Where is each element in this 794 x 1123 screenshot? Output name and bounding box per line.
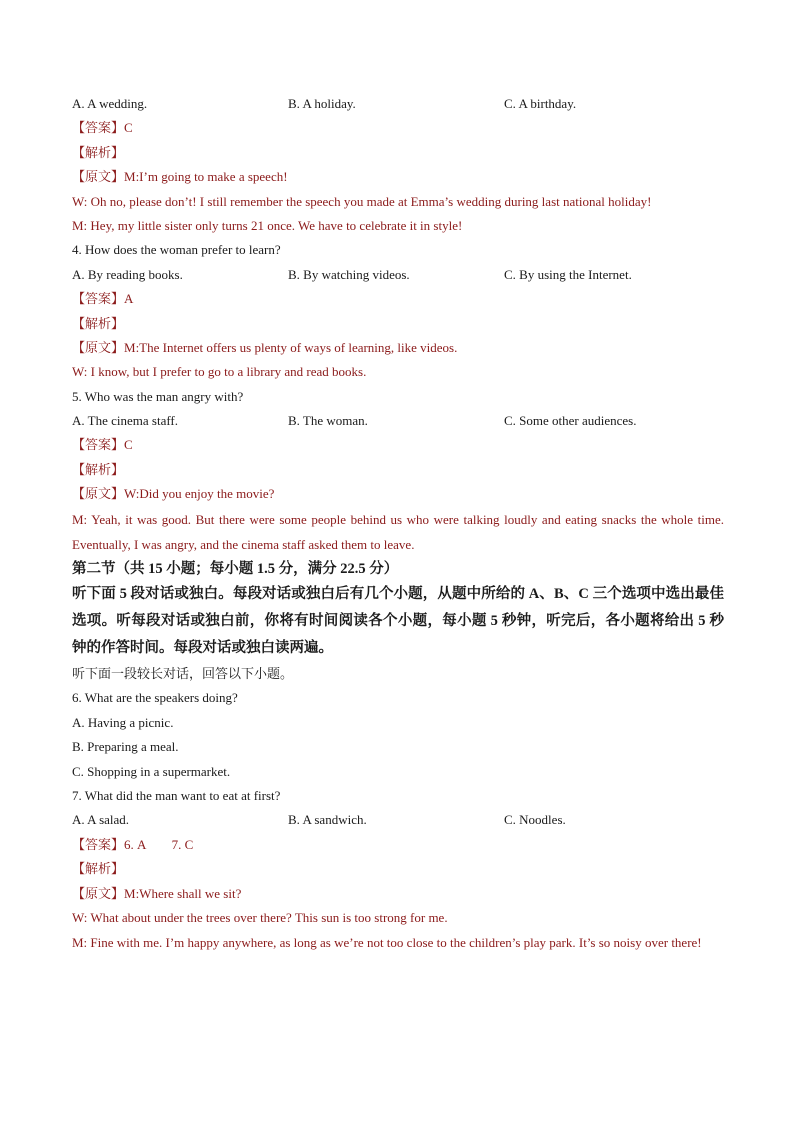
q3-script-line-1	[72, 165, 724, 189]
answer-value: 6. A 7. C	[124, 836, 194, 852]
q67-script-line-1	[72, 882, 724, 906]
script-text: M:Where shall we sit?	[124, 885, 242, 901]
answer-label: 【答案】	[72, 120, 125, 136]
q5-question: 5. Who was the man angry with?	[72, 388, 244, 404]
script-text: M:I’m going to make a speech!	[124, 169, 288, 185]
q4-option-b: B. By watching videos.	[288, 266, 410, 282]
q67-script-line-2: W: What about under the trees over there? This sun is too strong for me.	[72, 909, 448, 925]
q7-question: 7. What did the man want to eat at first?	[72, 787, 281, 803]
q67-answer	[72, 833, 724, 857]
q7-options	[72, 808, 724, 832]
q4-option-a: A. By reading books.	[72, 266, 183, 282]
q3-option-b: B. A holiday.	[288, 96, 356, 111]
script-text: M:The Internet offers us plenty of ways of learning, like videos.	[124, 339, 458, 355]
answer-label: 【答案】	[72, 437, 125, 453]
q3-option-a: A. A wedding.	[72, 96, 148, 111]
q5-analysis-label: 【解析】	[72, 461, 125, 477]
q4-options	[72, 263, 724, 287]
q3-analysis-label: 【解析】	[72, 144, 125, 160]
q6-question: 6. What are the speakers doing?	[72, 690, 238, 706]
script-label: 【原文】	[72, 339, 125, 355]
q67-analysis-label: 【解析】	[72, 861, 125, 877]
script-label: 【原文】	[72, 169, 125, 185]
script-label: 【原文】	[72, 885, 125, 901]
q6-option-b: B. Preparing a meal.	[72, 739, 179, 755]
q4-analysis-label: 【解析】	[72, 315, 125, 331]
q4-option-c: C. By using the Internet.	[504, 266, 632, 282]
answer-value: A	[124, 291, 134, 307]
q3-script-line-3: M: Hey, my little sister only turns 21 once. We have to celebrate it in style!	[72, 217, 463, 233]
q7-option-b: B. A sandwich.	[288, 812, 367, 828]
script-label: 【原文】	[72, 486, 125, 502]
q5-script-line-1	[72, 482, 724, 506]
q3-answer	[72, 116, 724, 140]
answer-value: C	[124, 437, 133, 453]
q7-option-c: C. Noodles.	[504, 812, 566, 828]
q5-script-line-2: M: Yeah, it was good. But there were some people behind us who were talking loudly and eating snacks the whole time. Eventually, I was angry, and the cinema staff asked them to leave.	[72, 511, 724, 552]
section2-heading: 第二节（共 15 小题；每小题 1.5 分，满分 22.5 分）	[72, 560, 399, 577]
answer-label: 【答案】	[72, 836, 125, 852]
document-page	[72, 92, 724, 955]
q4-script-line-2: W: I know, but I prefer to go to a library and read books.	[72, 364, 367, 380]
answer-value: C	[124, 120, 133, 136]
q6-option-a: A. Having a picnic.	[72, 714, 174, 730]
q5-options	[72, 409, 724, 433]
q4-question: 4. How does the woman prefer to learn?	[72, 242, 281, 258]
q3-option-c: C. A birthday.	[504, 96, 577, 111]
q3-script-line-2: W: Oh no, please don’t! I still remember the speech you made at Emma’s wedding during last national holiday!	[72, 193, 652, 209]
q67-script-line-3: M: Fine with me. I’m happy anywhere, as long as we’re not too close to the children’s play park. It’s so noisy over there!	[72, 935, 702, 951]
q5-option-c: C. Some other audiences.	[504, 413, 637, 429]
q4-answer	[72, 287, 724, 311]
q4-script-line-1	[72, 336, 724, 360]
section2-intro: 听下面一段较长对话，回答以下小题。	[72, 666, 294, 682]
answer-label: 【答案】	[72, 291, 125, 307]
q7-option-a: A. A salad.	[72, 812, 130, 828]
q5-answer	[72, 433, 724, 457]
q3-options	[72, 92, 724, 116]
script-text: W:Did you enjoy the movie?	[124, 486, 275, 502]
q5-option-b: B. The woman.	[288, 413, 368, 429]
section2-instructions: 听下面 5 段对话或独白。每段对话或独白后有几个小题，从题中所给的 A、B、C 三个选项中选出最佳选项。听每段对话或独白前，你将有时间阅读各个小题，每小题 5 秒钟，听完后，各小题将给出 5 秒钟的作答时间。每段对话或独白读两遍。	[72, 586, 724, 657]
q5-option-a: A. The cinema staff.	[72, 413, 179, 429]
q6-option-c: C. Shopping in a supermarket.	[72, 763, 231, 779]
